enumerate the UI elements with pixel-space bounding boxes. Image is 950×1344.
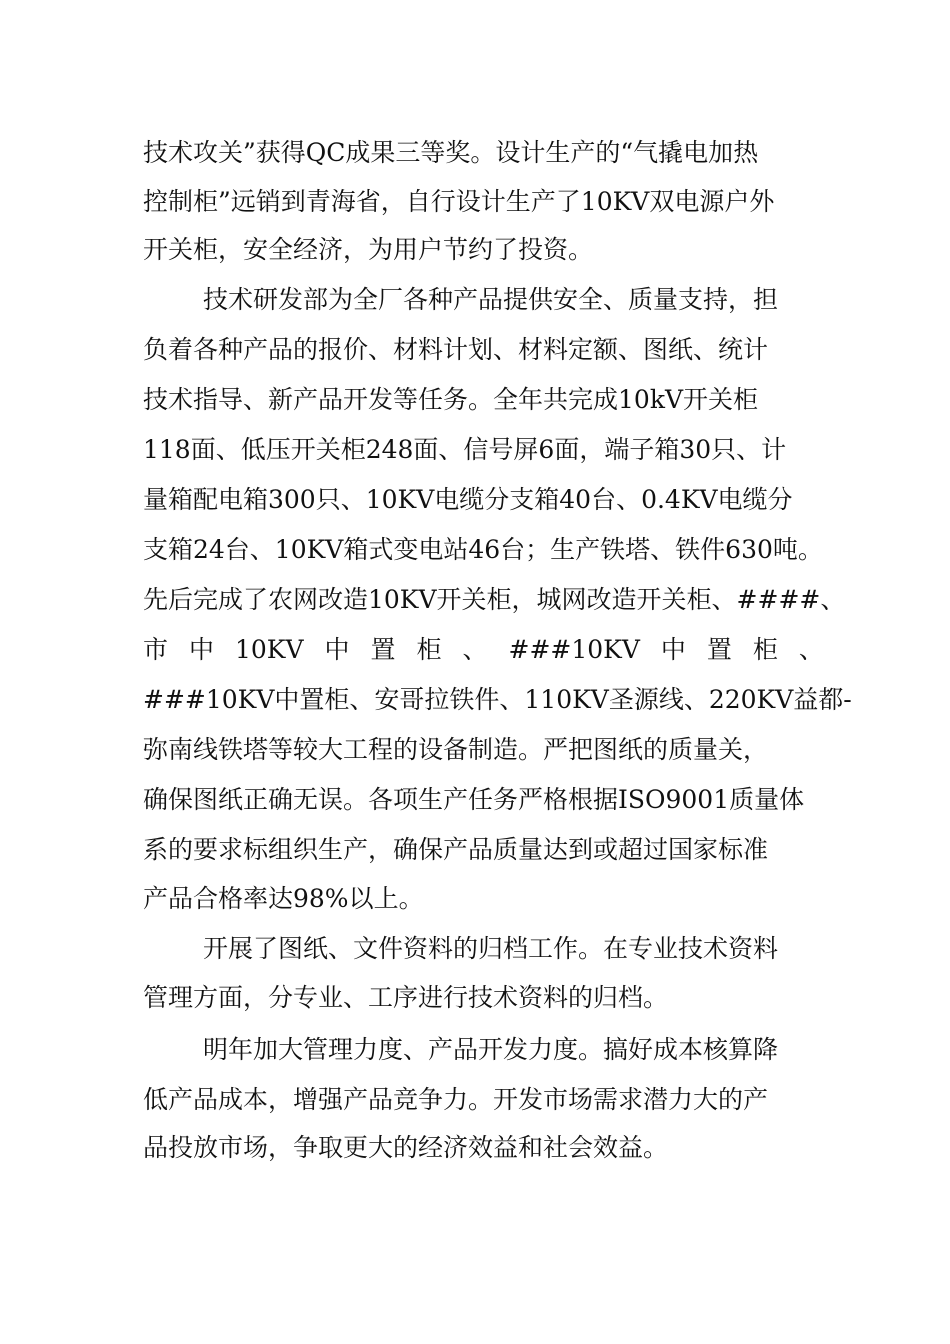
text-line: 118面、低压开关柜248面、信号屏6面，端子箱30只、计 xyxy=(143,435,787,464)
text-line: 技术攻关”获得QC成果三等奖。设计生产的“气撬电加热 xyxy=(143,138,759,167)
text-line: 量箱配电箱300只、10KV电缆分支箱40台、0.4KV电缆分 xyxy=(143,485,793,514)
paragraph-first-line: 明年加大管理力度、产品开发力度。搞好成本核算降 xyxy=(203,1035,779,1064)
paragraph-first-line: 开展了图纸、文件资料的归档工作。在专业技术资料 xyxy=(203,934,779,963)
text-line: 负着各种产品的报价、材料计划、材料定额、图纸、统计 xyxy=(143,335,769,364)
line-token: 置 xyxy=(370,635,396,664)
justified-text-line xyxy=(143,630,824,670)
text-line: 管理方面，分专业、工序进行技术资料的归档。 xyxy=(143,983,669,1012)
text-line: 低产品成本，增强产品竞争力。开发市场需求潜力大的产 xyxy=(143,1085,769,1114)
line-token: 市 xyxy=(143,635,169,664)
line-token: 中 xyxy=(189,635,215,664)
paragraph-first-line: 技术研发部为全厂各种产品提供安全、质量支持，担 xyxy=(203,285,779,314)
text-line: 开关柜，安全经济，为用户节约了投资。 xyxy=(143,235,594,264)
line-token: 中 xyxy=(660,635,686,664)
text-line: 先后完成了农网改造10KV开关柜，城网改造开关柜、####、 xyxy=(143,585,846,614)
line-token: 10KV xyxy=(235,635,304,664)
line-token: ###10KV xyxy=(508,635,640,664)
text-line: 技术指导、新产品开发等任务。全年共完成10kV开关柜 xyxy=(143,385,759,414)
text-line: 支箱24台、10KV箱式变电站46台；生产铁塔、铁件630吨。 xyxy=(143,535,823,564)
line-token: 、 xyxy=(462,635,488,664)
line-token: 柜 xyxy=(416,635,442,664)
line-token: 中 xyxy=(324,635,350,664)
text-line: 产品合格率达98%以上。 xyxy=(143,884,424,913)
text-line: 控制柜”远销到青海省，自行设计生产了10KV双电源户外 xyxy=(143,187,775,216)
text-line: 确保图纸正确无误。各项生产任务严格根据ISO9001质量体 xyxy=(143,785,805,814)
line-token: 、 xyxy=(798,635,824,664)
line-token: 柜 xyxy=(752,635,778,664)
line-token: 置 xyxy=(706,635,732,664)
text-line: 品投放市场，争取更大的经济效益和社会效益。 xyxy=(143,1133,669,1162)
text-line: 弥南线铁塔等较大工程的设备制造。严把图纸的质量关， xyxy=(143,735,769,764)
text-line: ###10KV中置柜、安哥拉铁件、110KV圣源线、220KV益都- xyxy=(143,685,852,714)
text-line: 系的要求标组织生产，确保产品质量达到或超过国家标准 xyxy=(143,835,769,864)
